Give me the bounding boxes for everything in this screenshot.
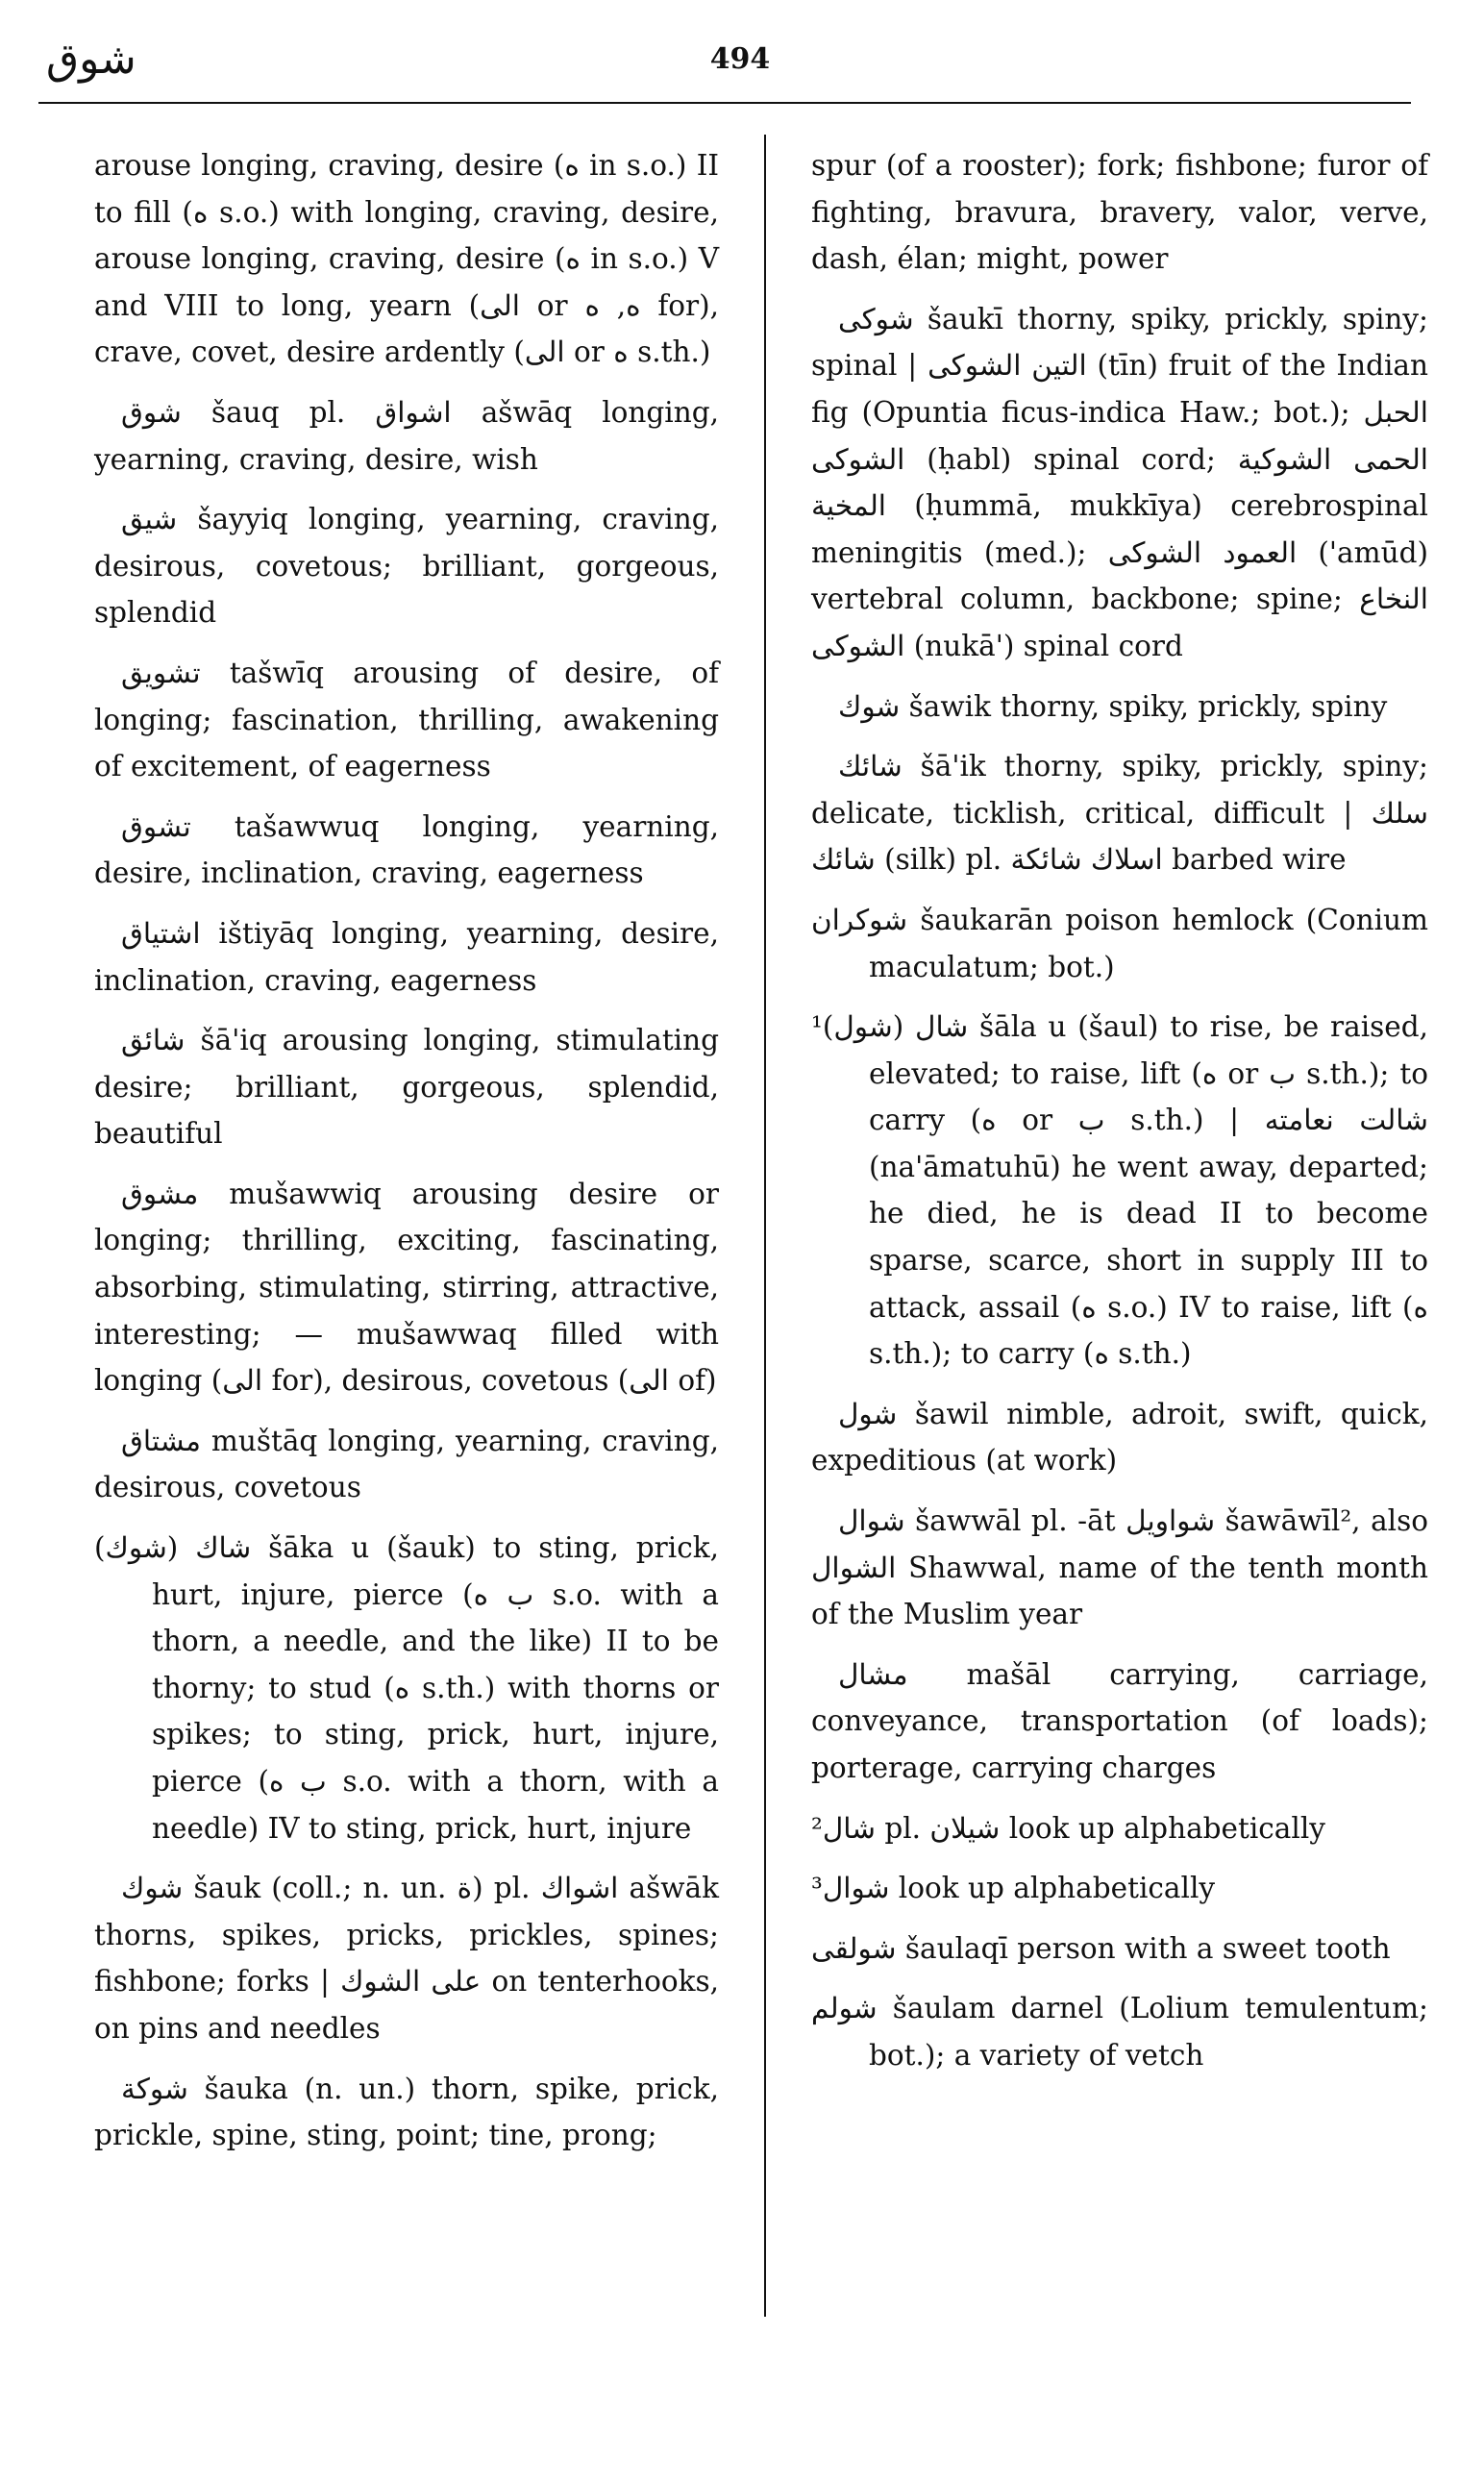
dictionary-entry: شولم šaulam darnel (Lolium temulentum; bot.); a variety of vetch xyxy=(811,1992,1428,2072)
dictionary-entry: اشتياق ištiyāq longing, yearning, desire, inclination, craving, eagerness xyxy=(94,916,719,997)
dictionary-entry: ²شال pl. شيلان look up alphabetically xyxy=(811,1811,1325,1845)
dictionary-entry: شيق šayyiq longing, yearning, craving, desirous, covetous; brilliant, gorgeous, splendid xyxy=(94,503,719,630)
left-column xyxy=(94,142,719,2173)
dictionary-entry: شوكة šauka (n. un.) thorn, spike, prick, prickle, spine, sting, point; tine, prong; xyxy=(94,2072,719,2152)
right-column xyxy=(811,142,1428,2093)
page-header xyxy=(38,35,1403,102)
dictionary-entry: شوك šauk (coll.; n. un. ة) pl. اشواك ašwāk thorns, spikes, pricks, prickles, spines; fishbone; forks | على الشوك on tenterhooks, on pins and needles xyxy=(94,1872,720,2045)
dictionary-entry: شائق šā'iq arousing longing, stimulating desire; brilliant, gorgeous, splendid, beautiful xyxy=(94,1024,719,1151)
dictionary-entry: شوال šawwāl pl. -āt شواويل šawāwīl², also الشوال Shawwal, name of the tenth month of the Muslim year xyxy=(811,1504,1428,1631)
running-headword: شوق xyxy=(46,35,136,84)
dictionary-entry: شولقى šaulaqī person with a sweet tooth xyxy=(811,1931,1391,1965)
dictionary-entry: شوك šawik thorny, spiky, prickly, spiny xyxy=(838,689,1388,723)
header-rule xyxy=(38,102,1411,104)
dictionary-entry: arouse longing, craving, desire (ه in s.o.) II to fill (ه s.o.) with longing, craving, desire, arouse longing, craving, desire (ه in s.o.) V and VIII to long, yearn (الى or ه, ه for), crave, covet, desire ardently (الى or ه s.th.) xyxy=(94,149,720,369)
dictionary-entry: مشتاق muštāq longing, yearning, craving, desirous, covetous xyxy=(94,1424,719,1504)
dictionary-entry: تشوق tašawwuq longing, yearning, desire, inclination, craving, eagerness xyxy=(94,809,719,890)
dictionary-entry: مشال mašāl carrying, carriage, conveyance, transportation (of loads); porterage, carrying charges xyxy=(811,1657,1428,1784)
page-number: 494 xyxy=(709,42,771,76)
column-divider xyxy=(764,135,766,2317)
dictionary-entry: spur (of a rooster); fork; fishbone; furor of fighting, bravura, bravery, valor, verve, dash, élan; might, power xyxy=(811,149,1428,276)
dictionary-entry: ¹(شول) شال šāla u (šaul) to rise, be raised, elevated; to raise, lift (ه or ب s.th.); to carry (ه or ب s.th.) | شالت نعامته (na'āmatuhū) he went away, departed; he died, he is dead II to become sparse, scarce, short in supply III to attack, assail (ه s.o.) IV to raise, lift (ه s.th.); to carry (ه s.th.) xyxy=(811,1010,1428,1371)
dictionary-entry: ³شوال look up alphabetically xyxy=(811,1872,1216,1905)
dictionary-entry: شوق šauq pl. اشواق ašwāq longing, yearning, craving, desire, wish xyxy=(94,395,720,476)
dictionary-entry: مشوق mušawwiq arousing desire or longing; thrilling, exciting, fascinating, absorbing, stimulating, stirring, attractive, interesting; — mušawwaq filled with longing (الى for), desirous, covetous (الى of) xyxy=(94,1177,719,1398)
dictionary-entry: شوكران šaukarān poison hemlock (Conium maculatum; bot.) xyxy=(811,903,1428,983)
dictionary-entry: (شوك) شاك šāka u (šauk) to sting, prick, hurt, injure, pierce (ب ه s.o. with a thorn, a needle, and the like) II to be thorny; to stud (ه s.th.) with thorns or spikes; to sting, prick, hurt, injure, pierce (ب ه s.o. with a thorn, with a needle) IV to sting, prick, hurt, injure xyxy=(94,1531,719,1845)
dictionary-entry: شائك šā'ik thorny, spiky, prickly, spiny; delicate, ticklish, critical, difficult | سلك شائك (silk) pl. اسلاك شائكة barbed wire xyxy=(811,750,1428,877)
dictionary-entry: تشويق tašwīq arousing of desire, of longing; fascination, thrilling, awakening of excitement, of eagerness xyxy=(94,656,719,783)
dictionary-entry: شوكى šaukī thorny, spiky, prickly, spiny; spinal | التين الشوكى (tīn) fruit of the Indian fig (Opuntia ficus-indica Haw.; bot.); الحبل الشوكى (ḥabl) spinal cord; الحمى الشوكية المخية (ḥummā, mukkīya) cerebrospinal meningitis (med.); العمود الشوكى ('amūd) vertebral column, backbone; spine; النخاع الشوكى (nukā') spinal cord xyxy=(811,302,1429,662)
dictionary-entry: شول šawil nimble, adroit, swift, quick, expeditious (at work) xyxy=(811,1397,1428,1477)
